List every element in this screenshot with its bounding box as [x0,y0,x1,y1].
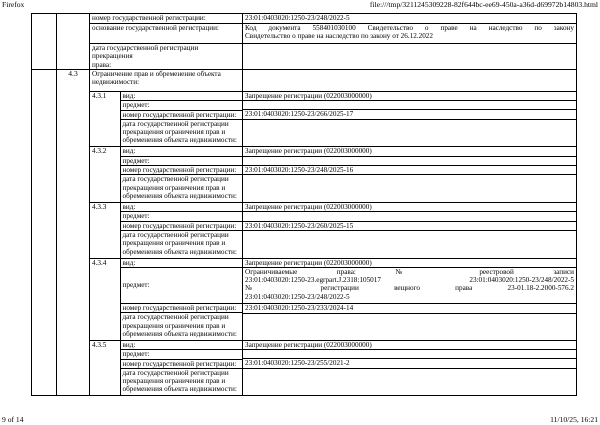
label-data-line: дата государственной регистрации [122,231,229,240]
row-value [243,24,577,44]
entry-number: 4.3.5 [90,341,120,396]
label-data-line: обременения объекта недвижимости: [122,136,237,145]
label-vid: вид: [120,147,242,156]
entry-vid-value: Запрещение регистрации (022003000000) [243,91,577,100]
label-data-line: прекращения ограничения прав и [122,321,226,330]
label-vid: вид: [120,341,242,350]
section-title-value [243,69,577,91]
label-predmet: предмет: [120,268,242,304]
label-nomer: номер государственной регистрации: [120,304,242,313]
entry-predmet-value [243,350,577,359]
label-nomer: номер государственной регистрации: [120,110,242,119]
page-url: file:///tmp/3211245309228-82f644bc-ee69-450a-a36d-d69972b14803.html [369,0,598,9]
browser-app-name: Firefox [2,0,25,9]
entry-predmet-line: № регистрации вещного права 23-01.18-2.2000-576.2 [245,284,574,293]
margin-cell [57,14,90,70]
label-nomer: номер государственной регистрации: [120,359,242,368]
entry-predmet-value [243,212,577,221]
label-nomer: номер государственной регистрации: [120,221,242,230]
label-data-line: прекращения ограничения прав и [122,239,226,248]
row-value: 23:01:0403020:1250-23/248/2022-5 [243,14,577,24]
row-label-line: дата государственной регистрации прекращения [92,44,199,61]
label-predmet: предмет: [120,156,242,165]
label-data-line: обременения объекта недвижимости: [122,329,237,338]
entry-data-value [243,313,577,340]
page-counter: 9 of 14 [2,415,24,424]
entry-predmet-line: 23:01:0403020:1250-23.egrpart.J.2318:105017 23:01:0403020:1250-23/248/2022-5 [245,276,574,285]
label-data [120,175,242,202]
print-datetime: 11/10/25, 16:21 [550,415,598,424]
entry-block [90,147,243,203]
table-row [32,147,577,156]
entry-block [90,202,243,258]
row-label-line: права: [92,60,112,69]
entry-data-value [243,368,577,396]
entry-inner [90,259,242,340]
label-data-line: дата государственной регистрации [122,368,229,377]
label-vid: вид: [120,259,242,268]
entry-vid-value: Запрещение регистрации (022003000000) [243,202,577,211]
entry-data-value [243,231,577,259]
entry-block [90,340,243,396]
entry-nomer-value: 23:01:0403020:1250-23/248/2025-16 [243,166,577,175]
row-label [90,44,243,70]
table-row [32,258,577,267]
section-title-line: недвижимости: [92,78,140,87]
entry-vid-value: Запрещение регистрации (022003000000) [243,258,577,267]
label-data-line: обременения объекта недвижимости: [122,192,237,201]
label-data-line: обременения объекта недвижимости: [122,385,237,394]
table-row [32,340,577,349]
section-number: 4.3 [57,69,90,396]
row-value-line: Свидетельство о праве на наследство по закону от 26.12.2022 [245,32,433,41]
label-predmet: предмет: [120,350,242,359]
entry-data-value [243,175,577,203]
table-row [32,69,577,91]
table-row [32,14,577,24]
entry-block [90,258,243,340]
entry-predmet-value [243,101,577,110]
entry-vid-value: Запрещение регистрации (022003000000) [243,340,577,349]
label-data [120,119,242,146]
row-value [243,44,577,70]
entry-nomer-value: 23:01:0403020:1250-23/260/2025-15 [243,221,577,230]
entry-vid-value: Запрещение регистрации (022003000000) [243,147,577,156]
entry-predmet-value [243,156,577,165]
label-nomer: номер государственной регистрации: [120,166,242,175]
label-data [120,313,242,340]
label-predmet: предмет: [120,101,242,110]
table-row [32,202,577,211]
entry-inner [90,147,242,202]
label-data-line: дата государственной регистрации [122,313,229,322]
entry-number: 4.3.2 [90,147,120,202]
label-data-line: прекращения ограничения прав и [122,128,226,137]
margin-cell [32,14,57,70]
label-vid: вид: [120,203,242,212]
entry-predmet-line: 23:01:0403020:1250-23/248/2022-5 [245,292,350,301]
label-data-line: прекращения ограничения прав и [122,183,226,192]
entry-block [90,91,243,147]
label-data-line: обременения объекта недвижимости: [122,247,237,256]
label-data-line: дата государственной регистрации [122,175,229,184]
row-value-line: Код документа 558401030100 Свидетельство о праве на наследство по закону [245,24,574,32]
entry-number: 4.3.4 [90,259,120,340]
label-predmet: предмет: [120,212,242,221]
entry-number: 4.3.1 [90,92,120,147]
entry-inner [90,203,242,258]
section-title [90,69,243,91]
label-data-line: прекращения ограничения прав и [122,377,226,386]
table-row [32,24,577,44]
row-label: номер государственной регистрации: [90,14,243,24]
entry-predmet-line: Ограничиваемые права: № реестровой записи [245,267,574,276]
entry-nomer-value: 23:01:0403020:1250-23/233/2024-14 [243,304,577,313]
label-data [120,368,242,395]
entry-nomer-value: 23:01:0403020:1250-23/255/2021-2 [243,359,577,368]
table-row [32,44,577,70]
label-vid: вид: [120,92,242,101]
registry-table [31,13,577,396]
entry-predmet-value [243,267,577,303]
entry-data-value [243,119,577,147]
entry-inner [90,92,242,147]
label-data-line: дата государственной регистрации [122,119,229,128]
label-data [120,231,242,258]
section-title-line: Ограничение прав и обременение объекта [92,69,221,78]
margin-cell [32,69,57,396]
table-row [32,91,577,100]
entry-nomer-value: 23:01:0403020:1250-23/266/2025-17 [243,110,577,119]
entry-inner [90,341,242,396]
entry-number: 4.3.3 [90,203,120,258]
row-label: основание государственной регистрации: [90,24,243,44]
